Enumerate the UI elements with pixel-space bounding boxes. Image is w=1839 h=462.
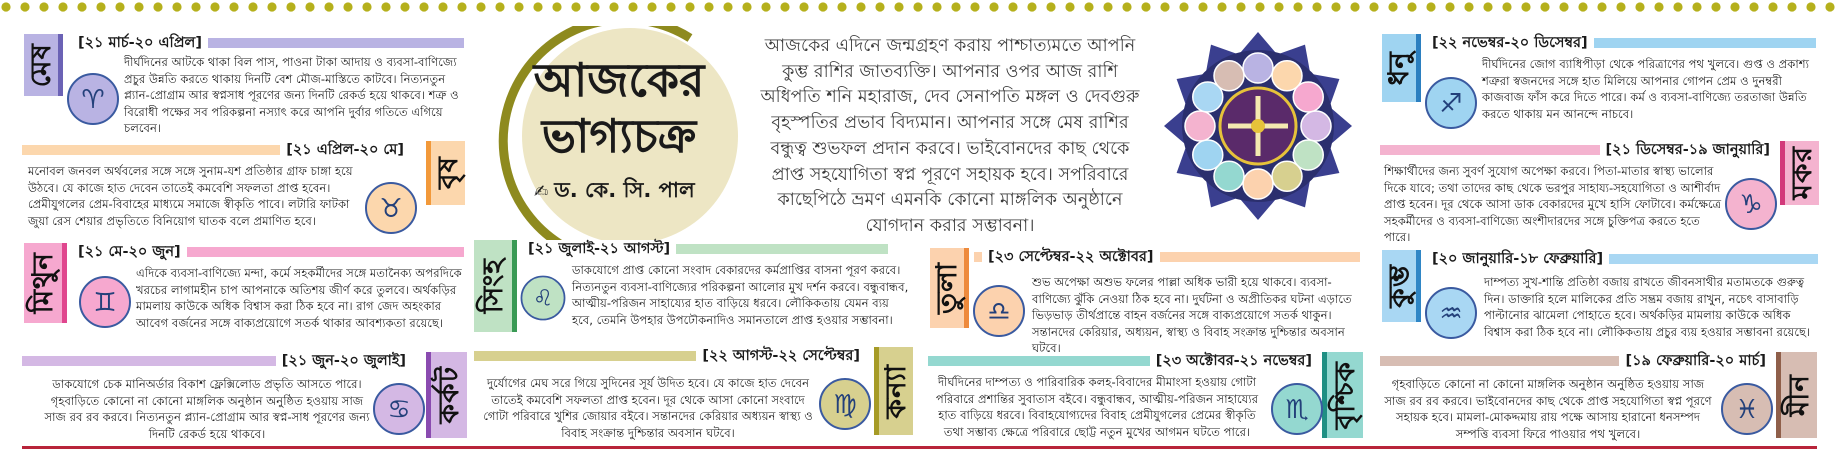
aries-icon	[64, 70, 122, 128]
sign-name: মিথুন	[25, 252, 59, 314]
sign-text: শুভ অপেক্ষা অশুভ ফলের পাল্লা অধিক ভারী হয়ে থাকবে। ব্যবসা-বাণিজ্যে ঝুঁকি নেওয়া ঠিক হবে না। দুর্ঘটনা ও অপ্রীতিকর ঘটনা এড়াতে ভিড়ভাড় তীর্থপ্রান্তে বাহন বর্জনের সঙ্গে বাক্যপ্রয়োগে সতর্ক থাকুন। সন্তানদের কেরিয়ার, অধ্যয়ন, স্বাস্থ্য ও বিবাহ সংক্রান্ত দুশ্চিন্তার অবসান ঘটবে।	[1032, 275, 1352, 356]
sign-tab	[1322, 352, 1363, 438]
sign-tab	[474, 240, 517, 332]
sign-tab	[1382, 34, 1421, 102]
sign-dates: [২১ জুলাই-২১ আগস্ট]	[522, 240, 676, 258]
sign-name: কন্যা	[878, 363, 912, 419]
sign-tab	[1776, 352, 1817, 438]
svg-text:♈: ♈	[81, 85, 105, 115]
sign-capricorn	[1380, 141, 1818, 245]
sign-dates: [২২ নভেম্বর-২০ ডিসেম্বর]	[1426, 34, 1594, 52]
intro-paragraph: আজকের এদিনে জন্মগ্রহণ করায় পাশ্চাত্যমতে আপনি কুম্ভ রাশির জাতব্যক্তি। আপনার ওপর আজ রাশি অধিপতি শনি মহারাজ, দেব সেনাপতি মঙ্গল ও দেবগুরু বৃহস্পতির প্রভাব বিদ্যমান। আপনার সঙ্গে মেষ রাশির বন্ধুত্ব শুভফল প্রদান করবে। ভাইবোনদের কাছ থেকে প্রাপ্ত সহযোগিতা স্বপ্ন পূরণে সহায়ক হবে। সপরিবারে কাছেপিঠে ভ্রমণ এমনকি কোনো মাঙ্গলিক অনুষ্ঠানে যোগদান করার সম্ভাবনা।	[760, 36, 1140, 236]
pen-icon: ✍	[534, 182, 549, 202]
sign-text: দাম্পত্য সুখ-শান্তি প্রতিষ্ঠা বজায় রাখতে জীবনসাথীর মতামতকে গুরুত্ব দিন। ডাক্তারি হলে মালিকের প্রতি সম্ভ্রম বজায় রাখুন, নচেৎ বাসাবাড়ি পাল্টানোর ঝামেলা পোহাতে হবে। অর্থকড়ির মামলায় কাউকে অধিক বিশ্বাস করা ঠিক হবে না। লৌকিকতায় প্রচুর ব্যয় হওয়ার সম্ভাবনা রয়েছে।	[1484, 275, 1811, 339]
sign-dates: [১৯ ফেব্রুয়ারি-২০ মার্চ]	[1619, 352, 1772, 370]
sign-dates: [২৩ অক্টোবর-২১ নভেম্বর]	[1150, 352, 1318, 370]
svg-text:♓: ♓	[1735, 395, 1759, 425]
scorpio-icon	[1268, 380, 1326, 438]
sign-text: ডাকযোগে চেক মানিঅর্ডার বিকাশ ফ্লেক্সিলোড প্রভৃতি আসতে পারে। গৃহবাড়িতে কোনো না কোনো মাঙ্গলিক অনুষ্ঠান অনুষ্ঠিত হওয়ায় সাজ সাজ রব রব করবে। নিত্যনতুন প্ল্যান-প্রোগ্রাম আর স্বপ্ন-সাধ পূরণের জন্য দিনটি রেকর্ড হয়ে থাকবে।	[44, 377, 370, 441]
svg-text:♑: ♑	[1739, 190, 1763, 220]
sign-libra	[929, 248, 1360, 356]
sign-taurus	[22, 141, 464, 241]
capricorn-icon	[1722, 175, 1780, 233]
sign-aries	[24, 34, 464, 134]
svg-text:♌: ♌	[532, 285, 554, 312]
sign-dates: [২১ মার্চ-২০ এপ্রিল]	[72, 34, 208, 52]
sign-text: দুর্যোগের মেঘ সরে গিয়ে সুদিনের সূর্য উদিত হবে। যে কাজে হাত দেবেন তাতেই কমবেশি সফলতা প্রাপ্ত হবেন। দূর থেকে আসা কোনো সংবাদে গোটা পরিবারে খুশির জোয়ার বইবে। সন্তানদের কেরিয়ার অধ্যয়ন স্বাস্থ্য ও বিবাহ সংক্রান্ত দুশ্চিন্তার অবসান ঘটবে।	[483, 376, 813, 440]
sign-name: সিংহ	[475, 258, 509, 314]
sign-aquarius	[1382, 250, 1818, 348]
author-line	[534, 174, 695, 209]
sign-gemini	[24, 243, 464, 343]
svg-text:♐: ♐	[1439, 89, 1463, 119]
svg-text:♉: ♉	[379, 194, 403, 224]
sign-name: মেষ	[23, 42, 57, 88]
author-name: ড. কে. সি. পাল	[554, 178, 695, 202]
sign-name: মকর	[1784, 146, 1818, 200]
sign-text: দীর্ঘদিনের দাম্পত্য ও পারিবারিক কলহ-বিবাদের মীমাংসা হওয়ায় গোটা পরিবারে প্রশান্তির সুবাতাস বইবে। বন্ধুবান্ধব, আত্মীয়-পরিজন সাহায্যের হাত বাড়িয়ে ধরবে। বিবাহযোগ্যদের বিবাহ প্রেমীযুগলের প্রেমের স্বীকৃতি তথা সম্ভাব্য ক্ষেত্রে পরিবারে ছোট্ট নতুন মুখের আগমন ঘটতে পারে।	[935, 375, 1259, 439]
sign-tab	[24, 243, 67, 323]
sign-dates: [২১ এপ্রিল-২০ মে]	[280, 141, 410, 159]
sign-virgo	[474, 347, 914, 445]
svg-text:♍: ♍	[833, 390, 857, 420]
page-title-line1: আজকের	[533, 53, 705, 107]
sign-cancer	[22, 352, 466, 444]
leo-icon	[518, 270, 568, 326]
sign-text: দীর্ঘদিনের জোগ ব্যাধিপীড়া থেকে পরিত্রাণের পথ খুলবে। গুপ্ত ও প্রকাশ্য শত্রুরা স্বজনদের সঙ্গে হাত মিলিয়ে আপনার গোপন প্রেম ও দুনম্বরী কাজবাজ ফাঁস করে দিতে পারে। কর্ম ও ব্যবসা-বাণিজ্যে তরতাজা উন্নতি করতে থাকায় মন আনন্দে নাচবে।	[1482, 57, 1810, 121]
sign-name: বৃশ্চিক	[1327, 360, 1361, 430]
sign-dates: [২২ আগস্ট-২২ সেপ্টেম্বর]	[696, 347, 866, 365]
sign-text: দীর্ঘদিনের আটকে থাকা বিল পাস, পাওনা টাকা আদায় ও ব্যবসা-বাণিজ্যে প্রচুর উন্নতি করতে থাকায় দিনটি বেশ মৌজ-মাস্তিতে কাটবে। নিত্যনতুন প্ল্যান-প্রোগ্রাম আর স্বপ্নসাধ পূরণের জন্য দিনটি রেকর্ড হয়ে থাকবে। শত্রু ও বিরোধী পক্ষের সব পরিকল্পনা নস্যাৎ করে আপনি দুর্বার গতিতে এগিয়ে চলবেন।	[124, 55, 459, 136]
title-emblem	[490, 26, 750, 266]
sign-name: কুম্ভ	[1381, 264, 1415, 308]
sign-name: কর্কট	[431, 366, 465, 424]
sign-text: ডাকযোগে প্রাপ্ত কোনো সংবাদ বেকারদের কর্মপ্রাপ্তির বাসনা পূরণ করবে। নিত্যনতুন ব্যবসা-বাণিজ্যের পরিকল্পনা আলোর মুখ দর্শন করবে। বন্ধুবান্ধব, আত্মীয়-পরিজন সাহায্যের হাত বাড়িয়ে ধরবে। লৌকিকতায় যেমন ব্যয় হবে, তেমনি উপহার উপঢৌকনাদিও সমানতালে প্রাপ্ত হওয়ার সম্ভাবনা।	[572, 263, 909, 327]
sign-name: মীন	[1781, 373, 1815, 417]
sign-pisces	[1380, 352, 1818, 444]
sign-tab	[426, 141, 465, 205]
virgo-icon	[816, 375, 874, 433]
sign-name: তুলা	[929, 262, 963, 314]
sign-text: মনোবল জনবল অর্থবলের সঙ্গে সঙ্গে সুনাম-যশ প্রতিষ্ঠার গ্রাফ চাঙ্গা হয়ে উঠবে। যে কাজে হাত দেবেন তাতেই কমবেশি সফলতা প্রাপ্ত হবেন। প্রেমীযুগলের প্রেম-বিবাহের মাধ্যমে সমাজে স্বীকৃতি পাবে। লটারি ফাটকা জুয়া রেস শেয়ার প্রভৃতিতে বিনিয়োগ ঘাতক বলে প্রমাণিত হবে।	[28, 164, 353, 228]
sign-tab	[874, 347, 913, 435]
libra-icon	[970, 282, 1028, 340]
cancer-icon	[370, 380, 428, 438]
sign-tab	[24, 34, 63, 96]
zodiac-wheel-icon	[1162, 30, 1354, 222]
bottom-rule	[22, 446, 1817, 449]
sign-text: গৃহবাড়িতে কোনো না কোনো মাঙ্গলিক অনুষ্ঠান অনুষ্ঠিত হওয়ায় সাজ সাজ রব রব করবে। ভাইবোনদের কাছ থেকে প্রাপ্ত সহযোগিতা স্বপ্ন পূরণে সহায়ক হবে। মামলা-মোকদ্দমায় রায় পক্ষে আসায় হারানো ধনসম্পদ সম্পত্তি ব্যবসা ফিরে পাওয়ার পথ খুলবে।	[1384, 377, 1712, 441]
sagittarius-icon	[1422, 74, 1480, 132]
sign-text: শিক্ষার্থীদের জন্য সুবর্ণ সুযোগ অপেক্ষা করবে। পিতা-মাতার স্বাস্থ্য ভালোর দিকে যাবে; তথা তাদের কাছ থেকে ভরপুর সাহায্য-সহযোগিতা ও আশীর্বাদ প্রাপ্ত হবেন। দূর থেকে আসা ডাক বেকারদের মুখে হাসি ফোটাবে। কর্মক্ষেত্রে সহকর্মীদের ও ব্যবসা-বাণিজ্যে অংশীদারদের সঙ্গে চুক্তিপত্র করতে হতে পারে।	[1384, 164, 1722, 245]
sign-scorpio	[928, 352, 1364, 444]
sign-leo	[474, 240, 914, 338]
sign-dates: [২০ জানুয়ারি-১৮ ফেব্রুয়ারি]	[1426, 250, 1609, 268]
svg-text:♎: ♎	[987, 297, 1011, 327]
svg-text:♊: ♊	[93, 288, 117, 318]
top-dot-border	[0, 0, 1839, 14]
svg-text:♋: ♋	[387, 395, 411, 425]
svg-text:♒: ♒	[1439, 299, 1463, 329]
sign-dates: [২১ জুন-২০ জুলাই]	[276, 352, 412, 370]
sign-tab	[426, 352, 467, 438]
gemini-icon	[76, 273, 134, 331]
sign-sagittarius	[1382, 34, 1816, 134]
taurus-icon	[362, 179, 420, 237]
sign-text: এদিকে ব্যবসা-বাণিজ্যে মন্দা, কর্মে সহকর্মীদের সঙ্গে মতানৈক্য অপরদিকে খরচের লাগামহীন চাপ আপনাকে অতিশয় জীর্ণ করে তুলবে। অর্থকড়ির মামলায় কাউকে অধিক বিশ্বাস করা ঠিক হবে না। রাগ জেদ অহংকার আবেগ বর্জনের সঙ্গে বাক্যপ্রয়োগে সতর্ক থাকার আবশ্যকতা রয়েছে।	[136, 266, 462, 330]
sign-tab	[930, 248, 969, 328]
sign-tab	[1382, 250, 1421, 322]
sign-dates: [২৩ সেপ্টেম্বর-২২ অক্টোবর]	[982, 248, 1160, 266]
sign-dates: [২১ ডিসেম্বর-১৯ জানুয়ারি]	[1600, 141, 1776, 159]
sign-dates: [২১ মে-২০ জুন]	[72, 243, 187, 261]
svg-text:♏: ♏	[1285, 395, 1309, 425]
sign-name: ধনু	[1381, 50, 1415, 86]
pisces-icon	[1718, 380, 1776, 438]
sign-tab	[1780, 141, 1819, 205]
sign-name: বৃষ	[430, 156, 464, 190]
aquarius-icon	[1422, 284, 1480, 342]
page-title-line2: ভাগ্যচক্র	[541, 109, 697, 163]
